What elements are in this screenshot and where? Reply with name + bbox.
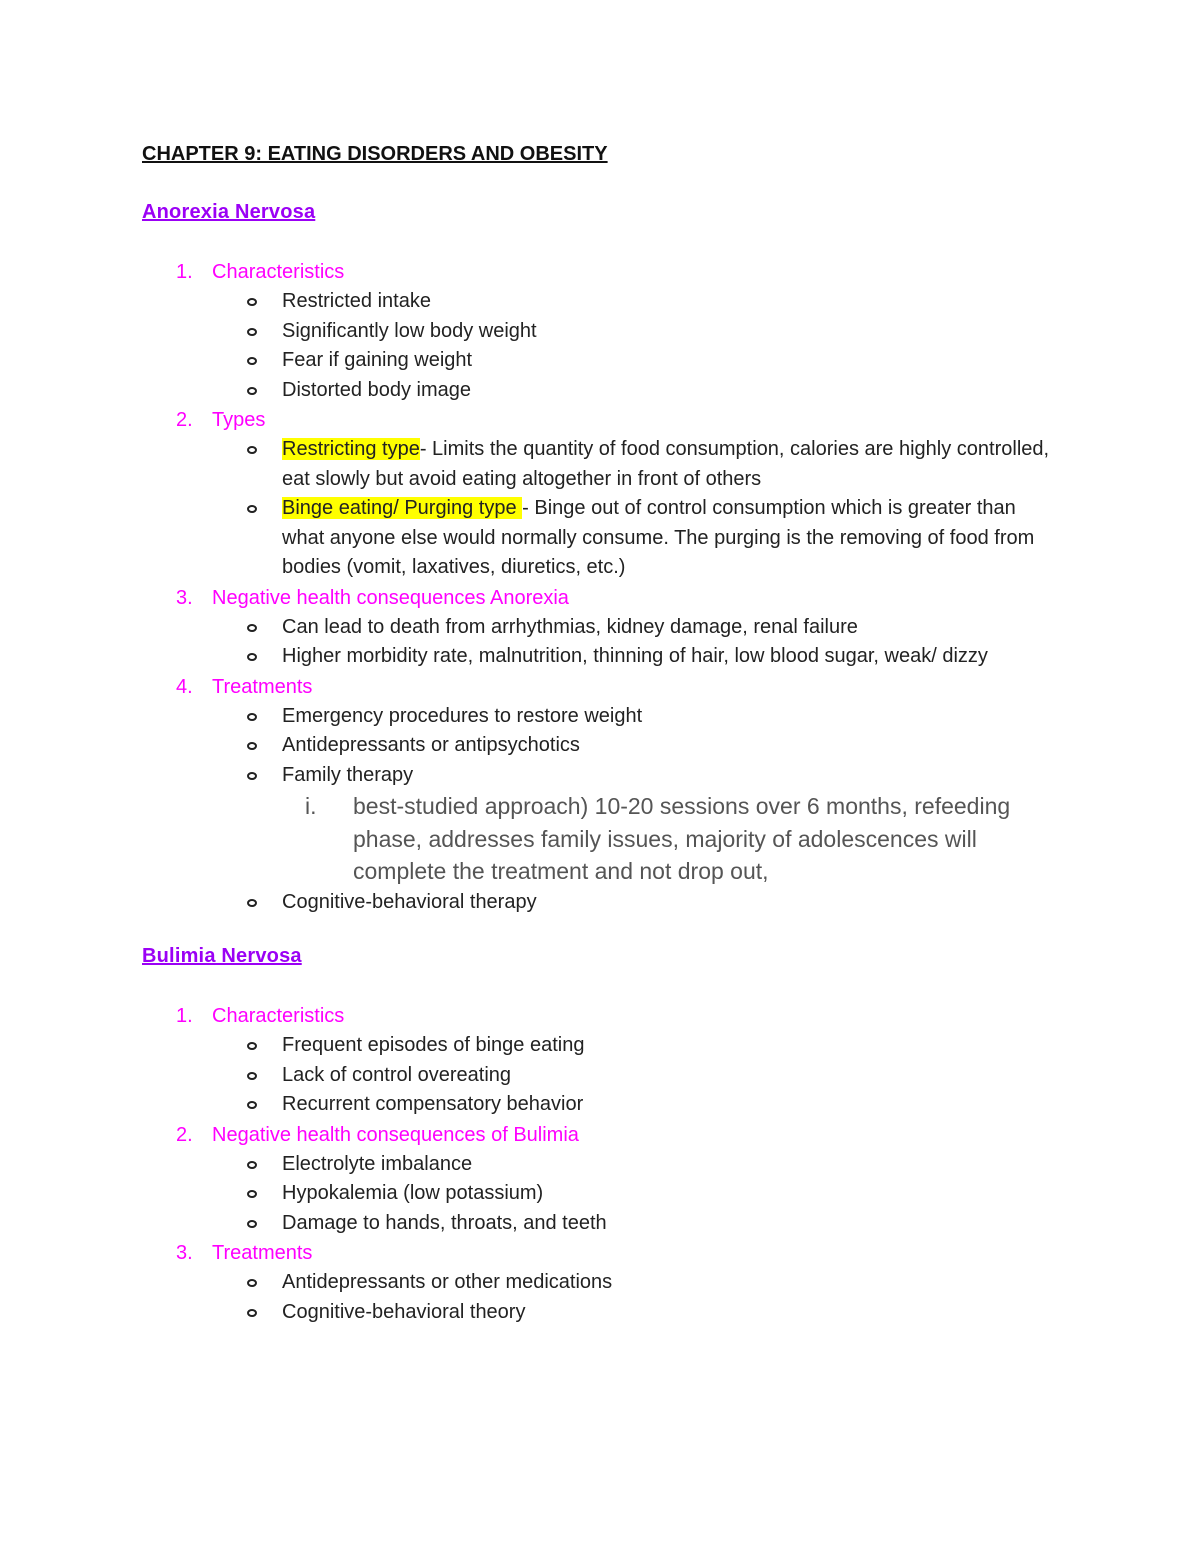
hollow-bullet-icon (247, 713, 257, 721)
term-description: - Limits the quantity of food consumption, calories are highly controlled, eat slowly but avoid eating altogether in front of others (282, 438, 1050, 490)
bullet-item (0, 346, 1200, 376)
bullet-item (0, 1031, 1200, 1061)
highlighted-term: Restricting type (282, 438, 420, 460)
list-item-types (0, 405, 1200, 435)
bullet-item (0, 761, 1200, 791)
list-label: Negative health consequences Anorexia (212, 586, 569, 609)
list-number: 1. (176, 1005, 193, 1027)
hollow-bullet-icon (247, 1101, 257, 1109)
list-label: Types (212, 409, 266, 431)
hollow-bullet-icon (247, 624, 257, 632)
list-item-consequences (0, 1120, 1200, 1150)
hollow-bullet-icon (247, 1072, 257, 1080)
bullet-text: Recurrent compensatory behavior (282, 1093, 584, 1115)
bullet-item (0, 1179, 1200, 1209)
list-number: 1. (176, 261, 193, 283)
bullet-item (0, 1268, 1200, 1298)
hollow-bullet-icon (247, 446, 257, 454)
hollow-bullet-icon (247, 387, 257, 395)
hollow-bullet-icon (247, 298, 257, 306)
bullet-text: Hypokalemia (low potassium) (282, 1182, 544, 1204)
bullet-item (0, 376, 1200, 406)
bullet-item-binge-purging-type (0, 494, 1200, 583)
hollow-bullet-icon (247, 772, 257, 780)
bullet-item (0, 731, 1200, 761)
hollow-bullet-icon (247, 357, 257, 365)
hollow-bullet-icon (247, 328, 257, 336)
bullet-text: Frequent episodes of binge eating (282, 1034, 585, 1056)
bullet-text: Antidepressants or other medications (282, 1271, 613, 1293)
sub-list-item (0, 790, 1200, 888)
hollow-bullet-icon (247, 1220, 257, 1228)
list-number: 3. (176, 1242, 193, 1264)
bullet-text: Distorted body image (282, 378, 471, 401)
anorexia-heading: Anorexia Nervosa (142, 201, 316, 223)
term-description: - Binge out of control consumption which is greater than what anyone else would normally consume. The purging is the removing of food from bodies (vomit, laxatives, diuretics, etc.) (282, 497, 1035, 578)
bullet-text (282, 494, 1062, 583)
hollow-bullet-icon (247, 899, 257, 907)
bulimia-heading: Bulimia Nervosa (142, 945, 302, 967)
hollow-bullet-icon (247, 1190, 257, 1198)
bullet-text (282, 435, 1062, 494)
list-number: 2. (176, 409, 193, 431)
bullet-item (0, 613, 1200, 643)
hollow-bullet-icon (247, 653, 257, 661)
list-item-characteristics (0, 1001, 1200, 1031)
bulimia-list (0, 1001, 1200, 1327)
bullet-text: Emergency procedures to restore weight (282, 704, 643, 727)
bullet-text: Fear if gaining weight (282, 349, 473, 371)
bullet-item (0, 1090, 1200, 1120)
sub-item-text: best-studied approach) 10-20 sessions over 6 months, refeeding phase, addresses family issues, majority of adolescences will complete the treatment and not drop out, (353, 793, 1011, 884)
roman-numeral: i. (305, 793, 317, 819)
bullet-item (0, 1061, 1200, 1091)
bullet-item-restricting-type (0, 435, 1200, 494)
list-label: Characteristics (212, 261, 345, 283)
bullet-item (0, 1298, 1200, 1328)
bullet-text: Significantly low body weight (282, 319, 537, 342)
list-item-consequences (0, 583, 1200, 613)
bullet-text: Damage to hands, throats, and teeth (282, 1211, 607, 1234)
hollow-bullet-icon (247, 1279, 257, 1287)
hollow-bullet-icon (247, 1042, 257, 1050)
list-number: 2. (176, 1123, 193, 1146)
bullet-text: Restricted intake (282, 290, 431, 312)
list-item-treatments (0, 1238, 1200, 1268)
list-item-treatments (0, 672, 1200, 702)
bullet-text: Family therapy (282, 763, 414, 786)
bullet-item (0, 287, 1200, 317)
hollow-bullet-icon (247, 505, 257, 513)
bullet-item (0, 702, 1200, 732)
bullet-text: Antidepressants or antipsychotics (282, 734, 580, 756)
list-label: Negative health consequences of Bulimia (212, 1123, 579, 1146)
list-number: 3. (176, 586, 193, 609)
anorexia-list (0, 257, 1200, 917)
list-label: Characteristics (212, 1005, 345, 1027)
list-item-characteristics (0, 257, 1200, 287)
bullet-item (0, 642, 1200, 672)
hollow-bullet-icon (247, 1309, 257, 1317)
bullet-text: Lack of control overeating (282, 1063, 512, 1086)
bullet-text: Cognitive-behavioral therapy (282, 890, 537, 913)
hollow-bullet-icon (247, 1161, 257, 1169)
list-number: 4. (176, 675, 193, 698)
bullet-item (0, 317, 1200, 347)
list-label: Treatments (212, 1242, 313, 1264)
list-label: Treatments (212, 675, 313, 698)
bullet-text: Electrolyte imbalance (282, 1152, 473, 1175)
bullet-text: Higher morbidity rate, malnutrition, thinning of hair, low blood sugar, weak/ dizzy (282, 645, 988, 667)
bullet-text: Cognitive-behavioral theory (282, 1300, 526, 1323)
highlighted-term: Binge eating/ Purging type (282, 497, 523, 519)
document-title: CHAPTER 9: EATING DISORDERS AND OBESITY (142, 143, 608, 165)
bullet-item (0, 1209, 1200, 1239)
bullet-item (0, 1150, 1200, 1180)
bullet-item (0, 888, 1200, 918)
bullet-text: Can lead to death from arrhythmias, kidney damage, renal failure (282, 615, 858, 638)
hollow-bullet-icon (247, 742, 257, 750)
